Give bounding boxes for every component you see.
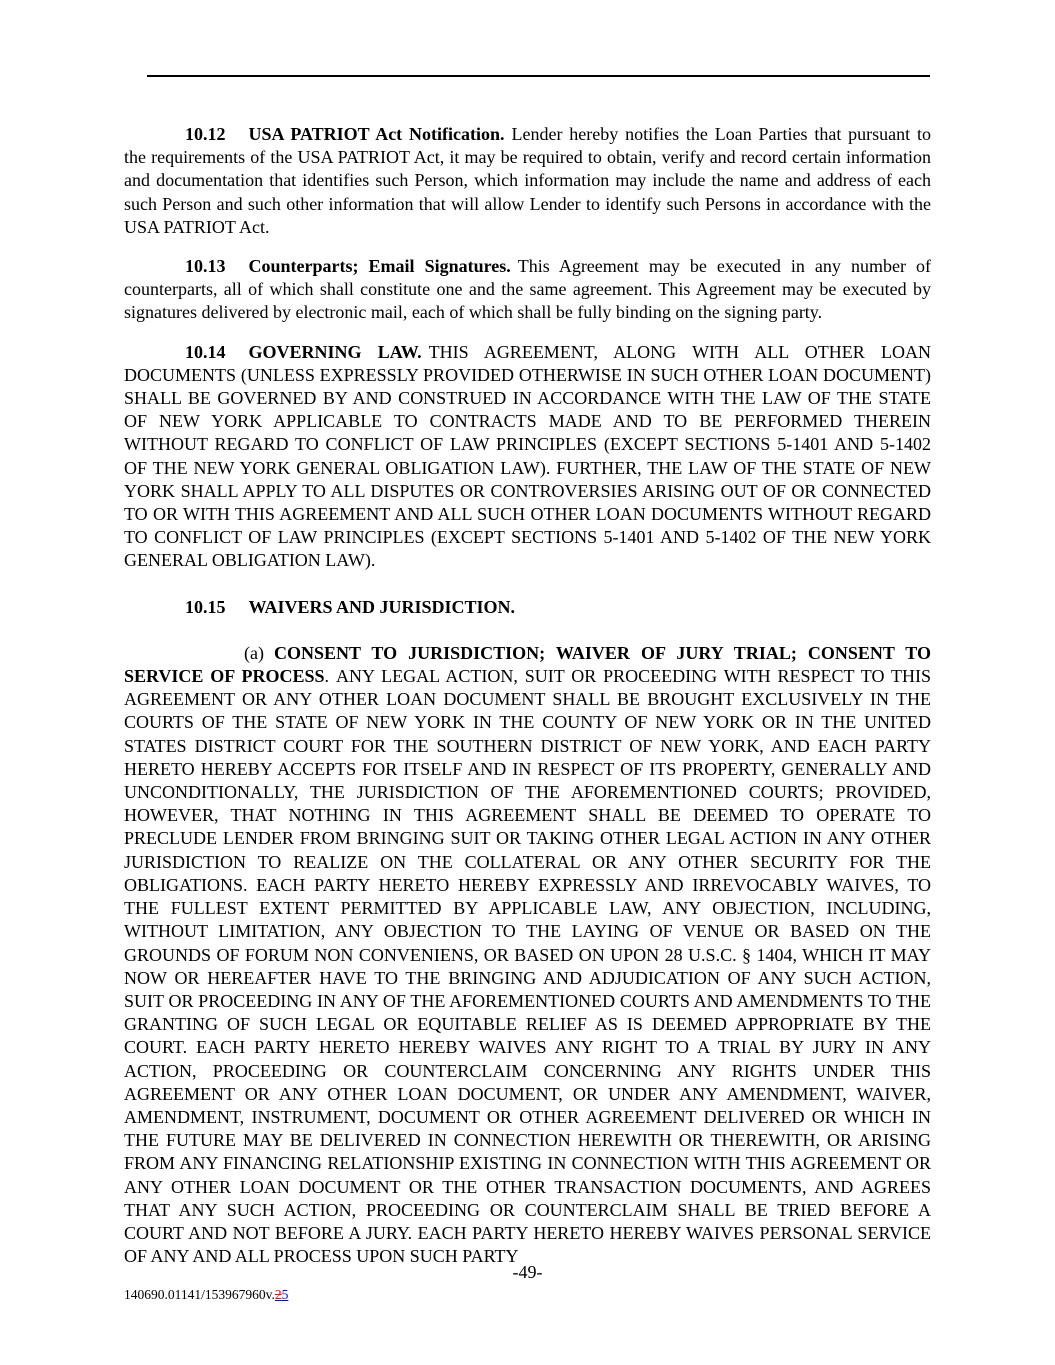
- section-heading: GOVERNING LAW.: [248, 341, 422, 362]
- section-heading: USA PATRIOT Act Notification.: [248, 124, 505, 144]
- subsection-a: [124, 642, 931, 1268]
- document-id-revision: [275, 1287, 289, 1302]
- header-rule: [147, 75, 930, 77]
- document-id-base: 140690.01141/153967960v.: [124, 1287, 275, 1302]
- section-10-15: [124, 596, 931, 619]
- section-number: 10.14: [185, 341, 226, 362]
- document-id-inserted-revision: 5: [281, 1287, 289, 1302]
- section-number: 10.13: [185, 256, 226, 277]
- subsection-marker: (a): [244, 642, 264, 663]
- subsection-heading-period: .: [324, 666, 329, 687]
- document-id-deleted-revision: 2: [274, 1287, 282, 1302]
- section-body: This Agreement may be executed in any number of counterparts, all of which shall constitute one and the same agreement. This Agreement may be executed by signatures delivered by electronic mail, each of which shall be fully binding on the signing party.: [124, 256, 931, 323]
- subsection-heading: CONSENT TO JURISDICTION; WAIVER OF JURY TRIAL; CONSENT TO SERVICE OF PROCESS: [124, 642, 931, 687]
- section-heading: Counterparts; Email Signatures.: [248, 256, 511, 277]
- section-10-13: [124, 255, 931, 325]
- document-id: [124, 1287, 288, 1303]
- section-number: 10.15: [185, 596, 226, 617]
- section-heading: WAIVERS AND JURISDICTION.: [248, 596, 516, 617]
- document-body: [124, 123, 931, 1268]
- section-body: THIS AGREEMENT, ALONG WITH ALL OTHER LOAN DOCUMENTS (UNLESS EXPRESSLY PROVIDED OTHERWISE IN SUCH OTHER LOAN DOCUMENT) SHALL BE GOVERNED BY AND CONSTRUED IN ACCORDANCE WITH THE LAW OF THE STATE OF NEW YORK APPLICABLE TO CONTRACTS MADE AND TO BE PERFORMED THEREIN WITHOUT REGARD TO CONFLICT OF LAW PRINCIPLES (EXCEPT SECTIONS 5-1401 AND 5-1402 OF THE NEW YORK GENERAL OBLIGATION LAW). FURTHER, THE LAW OF THE STATE OF NEW YORK SHALL APPLY TO ALL DISPUTES OR CONTROVERSIES ARISING OUT OF OR CONNECTED TO OR WITH THIS AGREEMENT AND ALL SUCH OTHER LOAN DOCUMENTS WITHOUT REGARD TO CONFLICT OF LAW PRINCIPLES (EXCEPT SECTIONS 5-1401 AND 5-1402 OF THE NEW YORK GENERAL OBLIGATION LAW).: [124, 341, 932, 571]
- subsection-body: ANY LEGAL ACTION, SUIT OR PROCEEDING WITH RESPECT TO THIS AGREEMENT OR ANY OTHER LOAN DOCUMENT SHALL BE BROUGHT EXCLUSIVELY IN THE COURTS OF THE STATE OF NEW YORK IN THE COUNTY OF NEW YORK OR IN THE UNITED STATES DISTRICT COURT FOR THE SOUTHERN DISTRICT OF NEW YORK, AND EACH PARTY HERETO HEREBY ACCEPTS FOR ITSELF AND IN RESPECT OF ITS PROPERTY, GENERALLY AND UNCONDITIONALLY, THE JURISDICTION OF THE AFOREMENTIONED COURTS; PROVIDED, HOWEVER, THAT NOTHING IN THIS AGREEMENT SHALL BE DEEMED TO OPERATE TO PRECLUDE LENDER FROM BRINGING SUIT OR TAKING OTHER LEGAL ACTION IN ANY OTHER JURISDICTION TO REALIZE ON THE COLLATERAL OR ANY OTHER SECURITY FOR THE OBLIGATIONS. EACH PARTY HERETO HEREBY EXPRESSLY AND IRREVOCABLY WAIVES, TO THE FULLEST EXTENT PERMITTED BY APPLICABLE LAW, ANY OBJECTION, INCLUDING, WITHOUT LIMITATION, ANY OBJECTION TO THE LAYING OF VENUE OR BASED ON THE GROUNDS OF FORUM NON CONVENIENS, OR BASED ON UPON 28 U.S.C. § 1404, WHICH IT MAY NOW OR HEREAFTER HAVE TO THE BRINGING AND ADJUDICATION OF ANY SUCH ACTION, SUIT OR PROCEEDING IN ANY OF THE AFOREMENTIONED COURTS AND AMENDMENTS TO THE GRANTING OF SUCH LEGAL OR EQUITABLE RELIEF AS IS DEEMED APPROPRIATE BY THE COURT. EACH PARTY HERETO HEREBY WAIVES ANY RIGHT TO A TRIAL BY JURY IN ANY ACTION, PROCEEDING OR COUNTERCLAIM CONCERNING ANY RIGHTS UNDER THIS AGREEMENT OR ANY OTHER LOAN DOCUMENT, OR UNDER ANY AMENDMENT, WAIVER, AMENDMENT, INSTRUMENT, DOCUMENT OR OTHER AGREEMENT DELIVERED OR WHICH IN THE FUTURE MAY BE DELIVERED IN CONNECTION HEREWITH OR THEREWITH, OR ARISING FROM ANY FINANCING RELATIONSHIP EXISTING IN CONNECTION WITH THIS AGREEMENT OR ANY OTHER LOAN DOCUMENT OR THE OTHER TRANSACTION DOCUMENTS, AND AGREES THAT ANY SUCH ACTION, PROCEEDING OR COUNTERCLAIM SHALL BE TRIED BEFORE A COURT AND NOT BEFORE A JURY. EACH PARTY HERETO HEREBY WAIVES PERSONAL SERVICE OF ANY AND ALL PROCESS UPON SUCH PARTY: [124, 666, 931, 1267]
- section-10-12: [124, 123, 931, 239]
- section-number: 10.12: [185, 124, 226, 144]
- page-number: -49-: [512, 1262, 543, 1282]
- section-body: Lender hereby notifies the Loan Parties that pursuant to the requirements of the USA PATRIOT Act, it may be required to obtain, verify and record certain information and documentation that identifies such Person, which information may include the name and address of each such Person and such other information that will allow Lender to identify such Persons in accordance with the USA PATRIOT Act.: [124, 124, 931, 237]
- section-10-14: [124, 341, 931, 573]
